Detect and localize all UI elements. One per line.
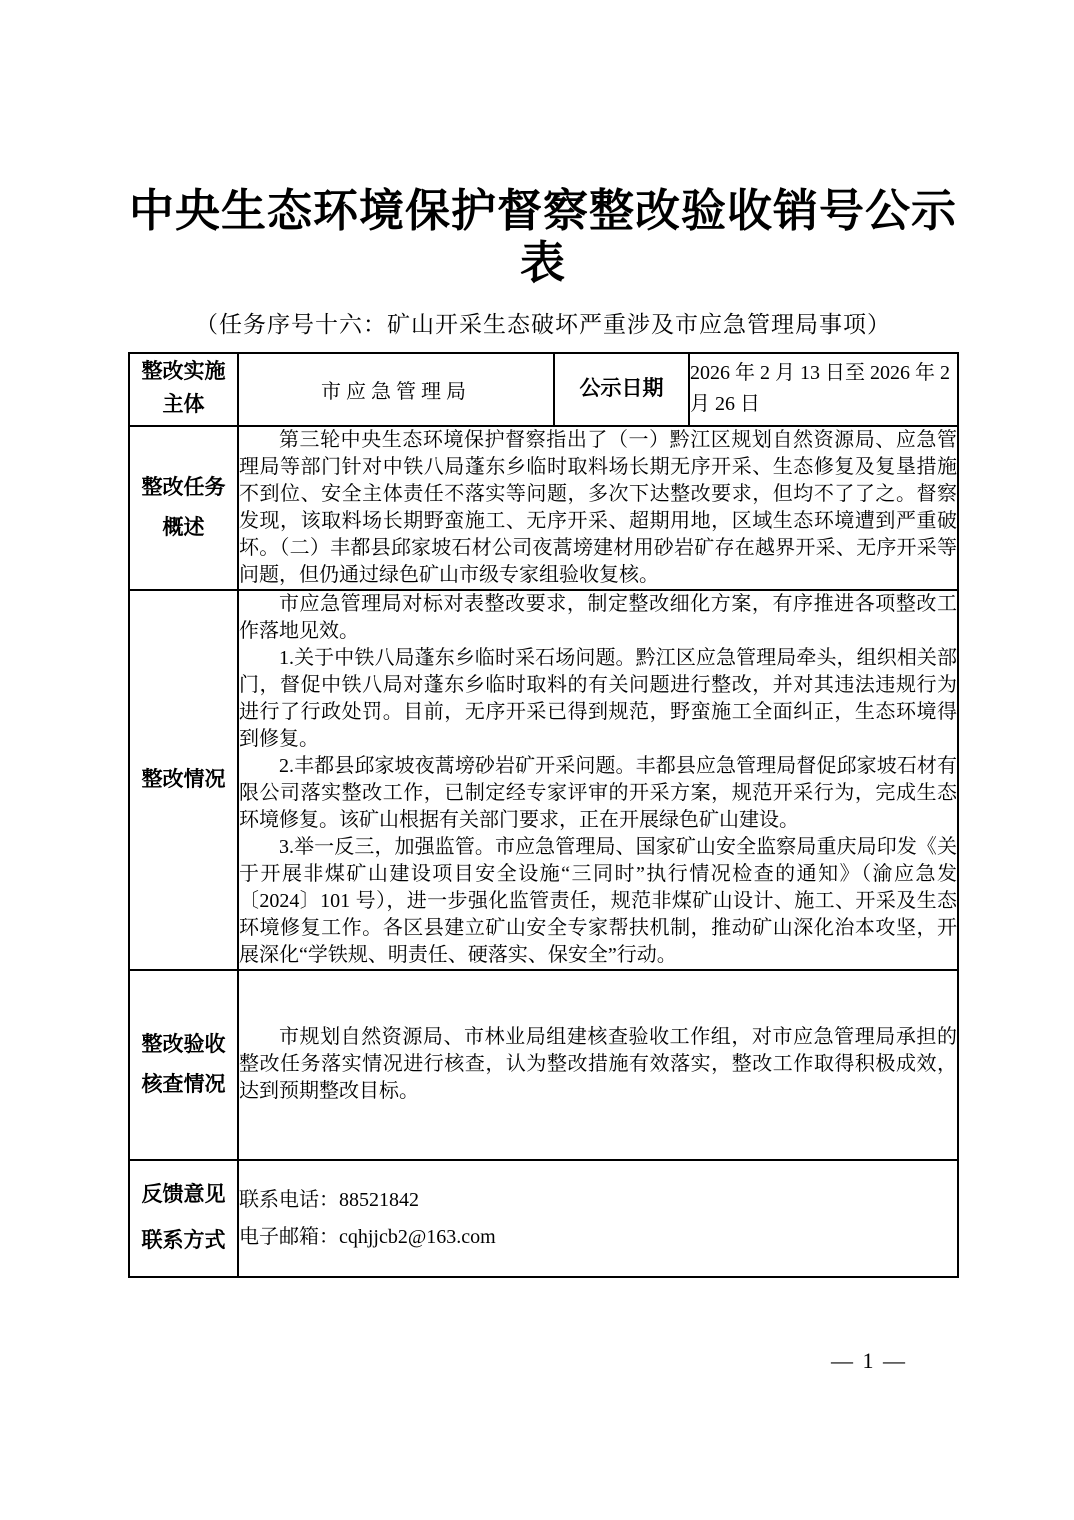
page-title: 中央生态环境保护督察整改验收销号公示表	[128, 186, 957, 288]
paragraph: 市应急管理局对标对表整改要求，制定整改细化方案，有序推进各项整改工作落地见效。	[239, 592, 957, 642]
table-row	[129, 426, 958, 590]
feedback-contact-content	[238, 1160, 958, 1277]
contact-email: 电子邮箱：cqhjjcb2@163.com	[239, 1225, 496, 1248]
label-line: 反馈意见	[141, 1182, 226, 1206]
label-line: 核查情况	[141, 1072, 226, 1096]
notice-table	[128, 352, 959, 1278]
table-row	[129, 970, 958, 1160]
label-publicity-date: 公示日期	[554, 353, 689, 426]
rectification-status-content	[238, 590, 958, 970]
acceptance-verification-content	[238, 970, 958, 1160]
label-line: 整改任务	[141, 475, 226, 499]
label-line: 概述	[162, 515, 205, 539]
page-subtitle: （任务序号十六：矿山开采生态破坏严重涉及市应急管理局事项）	[195, 311, 891, 337]
paragraph: 3.举一反三，加强监管。市应急管理局、国家矿山安全监察局重庆局印发《关于开展非煤矿山建设项目安全设施“三同时”执行情况检查的通知》（渝应急发〔2024〕101 号），进一步强化监管责任，规范非煤矿山设计、施工、开采及生态环境修复工作。各区县建立矿山安全专家帮扶机制，推动矿山深化治本攻坚，开展深化“学铁规、明责任、硬落实、保安全”行动。	[239, 835, 957, 966]
label-acceptance-verification	[129, 970, 238, 1160]
paragraph: 2.丰都县邱家坡夜蒿塝砂岩矿开采问题。丰都县应急管理局督促邱家坡石材有限公司落实整改工作，已制定经专家评审的开采方案，规范开采行为，完成生态环境修复。该矿山根据有关部门要求，正在开展绿色矿山建设。	[239, 754, 957, 831]
implementing-body-value: 市应急管理局	[238, 353, 554, 426]
label-line: 整改验收	[141, 1032, 226, 1056]
label-implementing-body	[129, 353, 238, 426]
document-content	[128, 0, 958, 1278]
label-line: 主体	[162, 393, 205, 416]
paragraph: 1.关于中铁八局蓬东乡临时采石场问题。黔江区应急管理局牵头，组织相关部门，督促中铁八局对蓬东乡临时取料的有关问题进行整改，并对其违法违规行为进行了行政处罚。目前，无序开采已得到规范，野蛮施工全面纠正，生态环境得到修复。	[239, 646, 957, 750]
page-number: — 1 —	[831, 1348, 907, 1373]
publicity-date-value: 2026 年 2 月 13 日至 2026 年 2 月 26 日	[689, 353, 958, 426]
table-row	[129, 590, 958, 970]
label-task-overview	[129, 426, 238, 590]
table-row	[129, 353, 958, 426]
paragraph: 市规划自然资源局、市林业局组建核查验收工作组，对市应急管理局承担的整改任务落实情况进行核查，认为整改措施有效落实，整改工作取得积极成效，达到预期整改目标。	[239, 1026, 957, 1102]
label-line: 整改实施	[141, 360, 226, 384]
label-rectification-status: 整改情况	[129, 590, 238, 970]
paragraph: 第三轮中央生态环境保护督察指出了（一）黔江区规划自然资源局、应急管理局等部门针对中铁八局蓬东乡临时取料场长期无序开采、生态修复及复垦措施不到位、安全主体责任不落实等问题，多次下达整改要求，但均不了了之。督察发现，该取料场长期野蛮施工、无序开采、超期用地，区域生态环境遭到严重破坏。（二）丰都县邱家坡石材公司夜蒿塝建材用砂岩矿存在越界开采、无序开采等问题，但仍通过绿色矿山市级专家组验收复核。	[239, 428, 957, 586]
label-line: 联系方式	[141, 1229, 226, 1252]
table-row	[129, 1160, 958, 1277]
label-feedback-contact	[129, 1160, 238, 1277]
task-overview-content	[238, 426, 958, 590]
contact-phone: 联系电话：88521842	[239, 1188, 419, 1211]
